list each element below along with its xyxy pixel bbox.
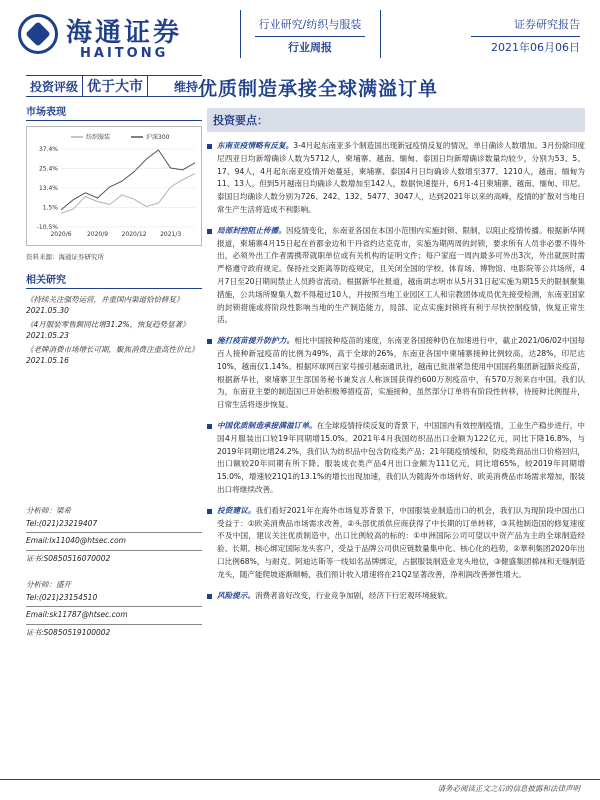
key-point-paragraph [207, 335, 585, 412]
market-chart [26, 126, 202, 246]
analyst-block [26, 505, 202, 639]
key-point-paragraph [207, 225, 585, 327]
market-chart-svg [27, 127, 201, 245]
report-date: 2021年06月06日 [471, 36, 580, 59]
y-tick-label: 25.4% [38, 165, 58, 173]
key-points-heading: 投资要点： [207, 108, 585, 132]
analyst-email[interactable]: Email:sk11787@htsec.com [26, 610, 128, 619]
related-list [26, 294, 202, 366]
divider [26, 532, 202, 533]
analyst-tel: Tel:(021)23219407 [26, 518, 98, 528]
divider [26, 606, 202, 607]
x-tick-label: 2020/12 [121, 231, 147, 238]
logo [18, 10, 203, 60]
analyst-name: 分析师：盛开 [26, 580, 71, 589]
rating-bar [26, 75, 202, 97]
para-body: 在全球疫情持续反复的背景下，中国国内有效控制疫情，工业生产稳步进行，中国4月服装出口较19年同期增15.0%。2021年4月我国纺织品出口金额为122亿元，同比下降16.8%，与2019年同期比增24.2%，我们认为纺织品中包含防疫类产品；21年随疫情缓和，防疫类商品出口价格回归，出口额较20年同期有所下降。服装成衣类产品4月出口金额为111亿元，同比增65%，较2019年同期增15.0%，增速较21Q1的13.1%的增长出现加速，我们认为随海外市场转好、欧美消费品市场需求增加，服装出口将继续改善。 [217, 420, 585, 494]
para-body: 我们看好2021年在海外市场复苏背景下，中国服装业制造出口的机会，我们认为现阶段中国出口受益于：①欧美消费品市场需求改善，②头部优质供应商获得了中长期的订单转移，③其他制造国的修复速度不及中国，建议关注优质制造中，出口比例较高的标的：①申洲国际公司可望以中资产品为主的全球制造经验、长期、核心绑定国际龙头客户，受益于品牌公司供应链数量集中化、核心化的趋势，②華利集团2020年出口比例68%，与耐克、阿迪达斯等一线知名品牌绑定，占据服装制造业龙头地位，③健盛集团棉袜和无缝制造龙头，随产能爬坡逐渐顺畅，我们预计收入增速将在21Q2显著改善，净利润改善弹性增大。 [217, 505, 586, 579]
related-title: 《老牌消费市场增长可期，聚焦消费注重高性价比》 [26, 345, 199, 354]
x-tick-label: 2020/9 [86, 231, 109, 238]
sidebar [26, 103, 202, 369]
legend-label: 沪深300 [146, 134, 170, 141]
key-point-paragraph [207, 590, 585, 603]
para-lead: 局部封控阻止传播。 [217, 225, 287, 235]
divider [380, 10, 381, 58]
x-tick-label: 2021/3 [160, 231, 182, 238]
report-label: 证券研究报告 [514, 18, 580, 31]
market-heading: 市场表现 [26, 103, 202, 121]
related-heading: 相关研究 [26, 271, 202, 289]
para-lead: 中国优质制造承接满溢订单。 [217, 420, 317, 430]
page-header [0, 0, 600, 68]
rating-label: 投资评级 [30, 79, 79, 94]
related-item[interactable] [26, 294, 202, 316]
y-tick-label: 37.4% [38, 146, 58, 153]
header-category-block [255, 14, 365, 59]
footer-disclaimer[interactable]: 请务必阅读正文之后的信息披露和法律声明 [437, 784, 580, 793]
key-point-paragraph [207, 420, 585, 497]
para-body: 相比中国接种疫苗的速度，东南亚各国接种仍在加速进行中，截止2021/06/02中国每百人接种新冠疫苗的比例为49%，高于全球的26%，东南亚各国中柬埔寨接种比例较高，达28%，印尼达10%，越南仅1.14%。根据环球网百家号援引越南通讯社，越南已批准紧急使用中国国药集团新冠肺炎疫苗，根据新华社，柬埔寨卫生部国务秘书兼发言人称该国获得约600万剂疫苗中，有570万剂来自中国。我们认为，东南亚主要的制造国已开始积极筹措疫苗，实施接种，虽然部分订单将有阶段性转移，待接种比例提升，日常生活将逐步恢复。 [217, 336, 586, 410]
para-body: 3-4月起东南亚多个制造国出现新冠疫情反复的情况，单日确诊人数增加。3月份除印度尼西亚日均新增确诊人数为5712人，柬埔寨、越南、缅甸、泰国日均新增确诊数量均较少，分别为53、5、17、94人，4月起东南亚疫情开始蔓延，柬埔寨、泰国4月日均确诊人数增至377、1210人，越南、缅甸为11、13人，但到5月越南日均确诊人数增加至142人，数据快速提升，6月1-4日柬埔寨、越南、缅甸、印尼、泰国日均确诊人数分别为726、242、132、5477、3047人，达到2021年以来的高峰，疫情的扩散对当地日常生产生活将造成不利影响。 [217, 141, 585, 214]
y-tick-label: 1.5% [42, 204, 58, 212]
logo-chinese: 海通证券 [66, 18, 183, 48]
related-item[interactable] [26, 319, 202, 341]
logo-english: HAITONG [80, 46, 169, 61]
legend-label: 纺织服装 [86, 134, 111, 141]
rating-value: 优于大市 [82, 76, 148, 96]
spacer [26, 565, 202, 579]
related-date: 2021.05.30 [26, 306, 69, 315]
x-tick-label: 2020/6 [50, 231, 72, 238]
para-lead: 东南亚疫情略有反复。 [217, 141, 294, 150]
chart-source: 资料来源：海通证券研究所 [26, 253, 104, 261]
rating-status: 维持 [173, 79, 198, 94]
main-content [207, 108, 585, 610]
related-title: 《持续关注强势运营，并重国内渠道恰恰修复》 [26, 295, 184, 304]
divider [240, 10, 241, 58]
report-type-label: 行业周报 [255, 36, 365, 59]
analyst-tel: Tel:(021)23154510 [26, 592, 98, 602]
analyst-name: 分析师：梁希 [26, 506, 71, 515]
analyst-cert: 证书:S0850519100002 [26, 627, 111, 637]
related-item[interactable] [26, 344, 202, 366]
key-point-paragraph [207, 505, 585, 582]
para-lead: 风险提示。 [217, 590, 255, 600]
header-right-block [471, 14, 580, 59]
divider [26, 624, 202, 625]
analyst-cert: 证书:S0850516070002 [26, 553, 111, 563]
para-body: 因疫情变化，东南亚各国在本国小范围内实施封锁、限制，以阻止疫情传播。根据新华网报道，柬埔寨4月15日起在首都金边和干丹省约达克克市，实施为期两周的封锁，要求所有人员非必要不得外出，必须外出工作者需携带就职单位或有关机构的证明文件；每户家庭一周内最多可外出3次，外出就医时需严格遵守政府规定。保持社交距离等防疫规定，且关闭全国的学校、体育场、博物馆、电影院等公共场所，4月7日至20日期间禁止人员跨省流动。根据新华社报道，越南胡志明市从5月31日起实施为期15天的限制聚集措施，公共场所聚集人数不得超过10人，并按照当地工业园区工人和宗教团体成员优先接受检测，东南亚国家的封锁措施或将阶段性影响当地的生产制造能力，局部、定点实施封锁将有利于尽快控制疫情，恢复正常生活。 [217, 225, 585, 325]
category-label: 行业研究/纺织与服装 [258, 18, 362, 31]
para-lead: 投资建议。 [217, 505, 256, 515]
footer-rule [0, 779, 600, 780]
related-date: 2021.05.16 [26, 356, 69, 365]
key-point-paragraph [207, 140, 585, 217]
para-lead: 施打疫苗提升防护力。 [217, 336, 295, 346]
related-title: 《4月服装零售额同比增31.2%，恢复趋势显著》 [26, 320, 190, 329]
report-title: 优质制造承接全球满溢订单 [198, 78, 439, 100]
para-body: 消费者喜好改变，行业竞争加剧，经济下行宏观环境疲软。 [254, 590, 453, 600]
y-tick-label: -10.5% [36, 224, 58, 231]
logo-icon [18, 14, 58, 54]
y-tick-label: 13.4% [38, 185, 58, 192]
related-date: 2021.05.23 [26, 331, 69, 340]
divider [26, 550, 202, 551]
analyst-email[interactable]: Email:lx11040@htsec.com [26, 536, 126, 545]
